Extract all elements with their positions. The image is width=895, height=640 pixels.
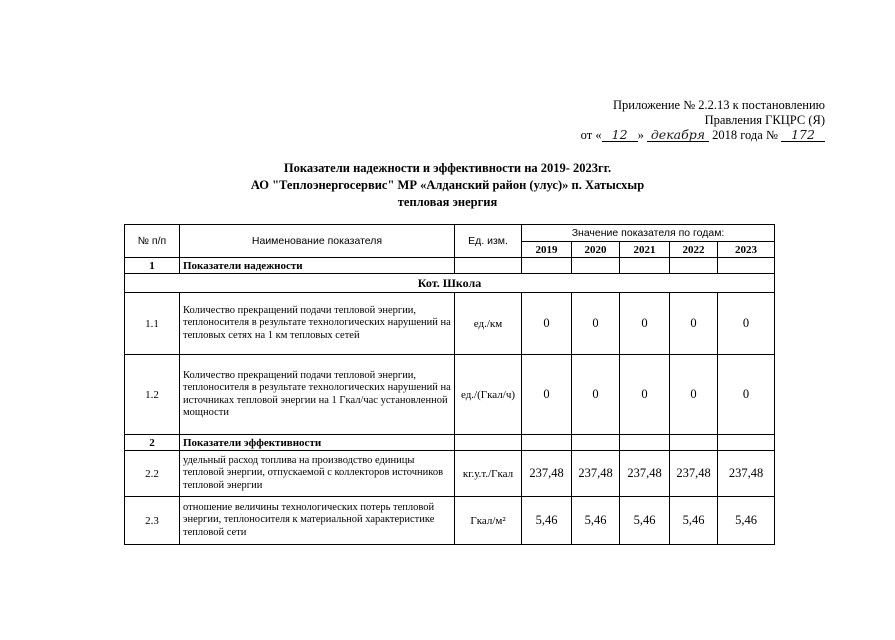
row-unit: кг.у.т./Гкал (455, 451, 522, 497)
title-line-1: Показатели надежности и эффективности на 2019- 2023гг. (283, 161, 612, 175)
row-value: 5,46 (718, 497, 775, 545)
header-year: 2023 (718, 242, 775, 258)
row-value: 237,48 (620, 451, 670, 497)
subsection-row (125, 274, 775, 293)
header-year: 2020 (572, 242, 620, 258)
section-title: Показатели эффективности (180, 435, 455, 451)
row-num: 1.1 (125, 293, 180, 355)
row-unit: Гкал/м² (455, 497, 522, 545)
table-row (125, 355, 775, 435)
row-name: удельный расход топлива на производство единицы тепловой энергии, отпускаемой с коллекторов источников тепловой энергии (180, 451, 455, 497)
date-close-quote: » (637, 128, 644, 142)
header-num: № п/п (125, 225, 180, 258)
row-value: 237,48 (670, 451, 718, 497)
section-title: Показатели надежности (180, 258, 455, 274)
appendix-date-line (581, 128, 825, 143)
row-value: 5,46 (572, 497, 620, 545)
section-num: 2 (125, 435, 180, 451)
row-value: 0 (670, 355, 718, 435)
title-line-2: АО "Теплоэнергосервис" МР «Алданский район (улус)» п. Хатысхыр (250, 178, 645, 192)
signature-day: 12 (602, 128, 638, 142)
row-value: 0 (670, 293, 718, 355)
header-year: 2019 (522, 242, 572, 258)
section-num: 1 (125, 258, 180, 274)
row-value: 0 (522, 355, 572, 435)
header-year: 2022 (670, 242, 718, 258)
row-value: 5,46 (620, 497, 670, 545)
row-num: 1.2 (125, 355, 180, 435)
row-value: 0 (620, 293, 670, 355)
date-year: 2018 года № (712, 128, 778, 142)
signature-number: 172 (781, 128, 825, 142)
row-value: 0 (522, 293, 572, 355)
row-name: Количество прекращений подачи тепловой энергии, теплоносителя в результате технологических нарушений на тепловых сетях на 1 км тепловых сетей (180, 293, 455, 355)
header-name: Наименование показателя (180, 225, 455, 258)
row-unit: ед./км (455, 293, 522, 355)
row-value: 237,48 (572, 451, 620, 497)
table-row (125, 451, 775, 497)
date-prefix: от « (580, 128, 602, 142)
document-title (0, 160, 895, 211)
row-value: 0 (572, 355, 620, 435)
row-value: 0 (718, 293, 775, 355)
row-value: 5,46 (522, 497, 572, 545)
row-name: Количество прекращений подачи тепловой энергии, теплоносителя в результате технологических нарушений на источниках тепловой энергии на 1 Гкал/час установленной мощности (180, 355, 455, 435)
section-row (125, 435, 775, 451)
table-row (125, 497, 775, 545)
signature-month: декабря (647, 128, 709, 142)
appendix-line-2: Правления ГКЦРС (Я) (704, 113, 825, 127)
row-num: 2.3 (125, 497, 180, 545)
row-unit: ед./(Гкал/ч) (455, 355, 522, 435)
header-year: 2021 (620, 242, 670, 258)
row-value: 5,46 (670, 497, 718, 545)
row-num: 2.2 (125, 451, 180, 497)
row-value: 237,48 (718, 451, 775, 497)
row-name: отношение величины технологических потерь тепловой энергии, теплоносителя к материальной характеристике тепловой сети (180, 497, 455, 545)
header-values-by-year: Значение показателя по годам: (522, 225, 775, 242)
header-unit: Ед. изм. (455, 225, 522, 258)
table-row (125, 293, 775, 355)
section-row (125, 258, 775, 274)
appendix-header (581, 98, 825, 143)
row-value: 237,48 (522, 451, 572, 497)
indicators-table (124, 224, 775, 545)
title-line-3: тепловая энергия (397, 195, 498, 209)
row-value: 0 (718, 355, 775, 435)
subsection-title: Кот. Школа (125, 274, 775, 293)
appendix-line-1: Приложение № 2.2.13 к постановлению (613, 98, 825, 112)
row-value: 0 (572, 293, 620, 355)
row-value: 0 (620, 355, 670, 435)
